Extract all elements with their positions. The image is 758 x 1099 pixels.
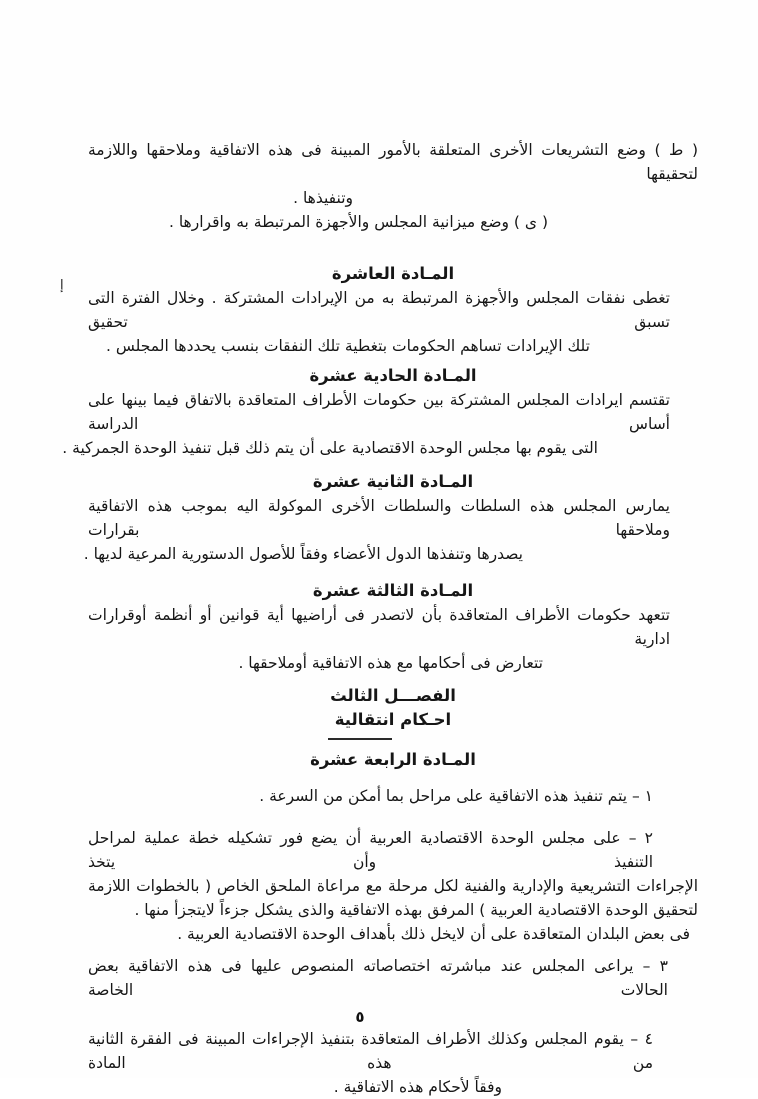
article-10-body-line1: تغطى نفقات المجلس والأجهزة المرتبطة به من الإيرادات المشتركة . وخلال الفترة التى تسبق تحقيق	[88, 289, 670, 331]
article-14-item-1: ١ – يتم تنفيذ هذه الاتفاقية على مراحل بما أمكن من السرعة .	[259, 787, 653, 805]
article-14-item-3: ٣ – يراعى المجلس عند مباشرته اختصاصاته المنصوص عليها فى هذه الاتفاقية بعض الحالات الخاصة	[88, 957, 668, 999]
chapter-3-title: الفصـــل الثالث	[330, 686, 456, 705]
article-14-item-2-line3: لتحقيق الوحدة الاقتصادية العربية ) المرفق بهذه الاتفاقية والذى يشكل جزءاً لايتجزأ منها .	[134, 901, 698, 919]
article-12-body-line2: يصدرها وتنفذها الدول الأعضاء وفقاً للأصول الدستورية المرعية لديها .	[83, 545, 523, 563]
article-14-item-2-line4: فى بعض البلدان المتعاقدة على أن لايخل ذلك بأهداف الوحدة الاقتصادية العربية .	[177, 925, 690, 943]
article-14-item-2-line2: الإجراءات التشريعية والإدارية والفنية لكل مرحلة مع مراعاة الملحق الخاص ( بالخطوات اللازمة	[88, 877, 698, 895]
article-11-body-line1: تقتسم ايرادات المجلس المشتركة بين حكومات الأطراف المتعاقدة بالاتفاق فيما بينها على أساس الدراسة	[88, 391, 670, 433]
clause-ta-line1: ( ط ) وضع التشريعات الأخرى المتعلقة بالأمور المبينة فى هذه الاتفاقية وملاحقها واللازمة لتحقيقها	[88, 141, 698, 183]
article-13-body-line2: تتعارض فى أحكامها مع هذه الاتفاقية أوملاحقها .	[238, 654, 543, 672]
article-10-heading: المـادة العاشرة	[331, 264, 455, 283]
section-divider	[328, 738, 392, 740]
article-11-body-line2: التى يقوم بها مجلس الوحدة الاقتصادية على أن يتم ذلك قبل تنفيذ الوحدة الجمركية .	[62, 439, 598, 457]
document-text-block	[62, 138, 698, 1099]
article-12-heading: المـادة الثانية عشرة	[312, 472, 474, 491]
clause-ta-line2: وتنفيذها .	[293, 189, 353, 207]
article-13-heading: المـادة الثالثة عشرة	[312, 581, 474, 600]
page-number: ٥	[355, 1008, 365, 1026]
article-14-item-4-line2: وفقاً لأحكام هذه الاتفاقية .	[333, 1078, 502, 1096]
article-13-body-line1: تتعهد حكومات الأطراف المتعاقدة بأن لاتصدر فى أراضيها أية قوانين أو أنظمة أوقرارات ادارية	[88, 606, 670, 648]
chapter-3-subtitle: احـكام انتقالية	[334, 710, 452, 729]
article-12-body-line1: يمارس المجلس هذه السلطات والسلطات الأخرى الموكولة اليه بموجب هذه الاتفاقية وملاحقها بقرارات	[88, 497, 670, 539]
clause-ya-line1: ( ى ) وضع ميزانية المجلس والأجهزة المرتبطة به واقرارها .	[168, 213, 548, 231]
article-14-heading: المـادة الرابعة عشرة	[310, 750, 476, 769]
article-11-heading: المـادة الحادية عشرة	[309, 366, 477, 385]
article-10-body-line2: تلك الإيرادات تساهم الحكومات بتغطية تلك النفقات بنسب يحددها المجلس .	[106, 337, 590, 355]
article-14-item-2-line1: ٢ – على مجلس الوحدة الاقتصادية العربية أن يضع فور تشكيله خطة عملية لمراحل التنفيذ وأن يتخذ	[88, 829, 653, 871]
article-14-item-4-line1: ٤ – يقوم المجلس وكذلك الأطراف المتعاقدة بتنفيذ الإجراءات المبينة فى الفقرة الثانية من هذه المادة	[88, 1030, 653, 1072]
margin-print-artifact: إ	[60, 278, 64, 293]
